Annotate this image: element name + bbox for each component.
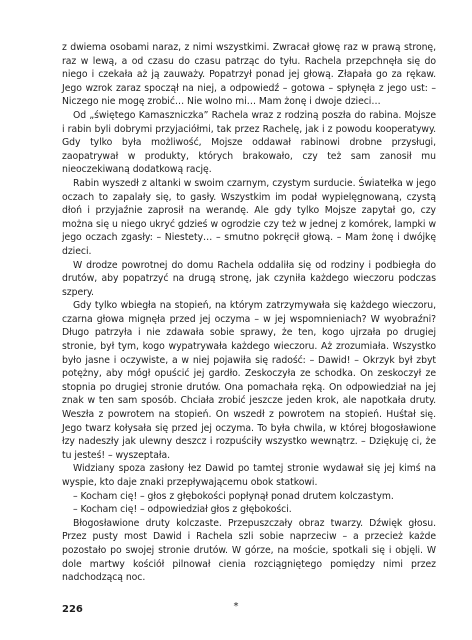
paragraph: – Kocham cię! – odpowiedział głos z głębokości. (73, 504, 292, 516)
paragraph: Błogosławione druty kolczaste. Przepuszczały obraz twarzy. Dźwięk głosu. Przez pusty most Dawid i Rachela szli sobie naprzeciw – a przecież każde pozostało po swojej stronie drutów. W górze, na moście, spotkali się i objęli. W dole martwy kościół pilnował cienia rozciągniętego pomiędzy nimi przez nadchodzącą noc. (62, 517, 436, 584)
paragraph: Widziany spoza zasłony łez Dawid po tamtej stronie wydawał się jej kimś na wyspie, kto daje znaki przepływającemu obok statkowi. (62, 463, 436, 488)
body-text (62, 41, 436, 585)
paragraph: – Kocham cię! – głos z głębokości popłynął ponad drutem kolczastym. (73, 490, 394, 502)
paragraph: Rabin wyszedł z altanki w swoim czarnym, czystym surducie. Światełka w jego oczach to zapalały się, to gasły. Wszystkim im podał wypielęgnowaną, czystą dłoń i przyjaźnie zaprosił na werandę. Ale gdy tylko Mojsze zapytał go, czy można się u niego ukryć gdzieś w ogrodzie czy też w jednej z komórek, lampki w jego oczach zgasły: – Niestety… – smutno pokręcił głową. – Mam żonę i dwójkę dzieci. (62, 177, 436, 257)
paragraph: Od „świętego Kamasznic​zka” Rachela wraz z rodziną poszła do rabina. Mojsze i rabin byli dobrymi przyjaciółmi, tak przez Rachelę, jak i z powodu kooperatywy. Gdy tylko była możliwość, Mojsze oddawał rabinowi drobne przysługi, zaopatrywał w produkty, których brakowało, czy też sam zanosił mu nieoczekiwaną dodatkową rację. (62, 109, 436, 176)
paragraph: Gdy tylko wbiegła na stopień, na którym zatrzymywała się każdego wieczoru, czarna głowa mignęła przed jej oczyma – w jej wspomnieniach? W wyobraźni? Długo patrzyła i nie zdawała sobie sprawy, że ten, kogo ujrzała po drugiej stronie, był tym, kogo wypatrywała każdego wieczoru. Aż zrozumiała. Wszystko było jasne i oczywiste, a w niej pojawiła się radość: – Dawid! – Okrzyk był zbyt potężny, aby mógł opuścić jej gardło. Zeskoczyła ze schodka. On zeskoczył ze stopnia po drugiej stronie drutów. Ona pomachała ręką. On odpowiedział na jej znak w ten sam sposób. Chciała zrobić jeszcze jeden krok, ale napotkała druty. Weszła z powrotem na stopień. On wszedł z powrotem na stopień. Huśtał się. Jego twarz kołysała się przed jej oczyma. To była chwila, w której błogosławione łzy nadeszły jak ulewny deszcz i rozpuściły wszystko wewnątrz. – Dziękuję ci, że tu jesteś! – wyszeptała. (62, 300, 436, 461)
footer-ornament: * (233, 601, 239, 612)
paragraph: z dwiema osobami naraz, z nimi wszystkimi. Zwracał głowę raz w prawą stronę, raz w lewą, a od czasu do czasu patrząc do tyłu. Rachela przepchnęła się do niego i czekała aż ją zauważy. Popatrzył ponad jej głową. Złapała go za rękaw. Jego wzrok zaraz spoczął na niej, a odpowiedź – gotowa – spłynęła z jego ust: – Niczego nie mogę zrobić… Nie wolno mi… Mam żonę i dwoje dzieci… (62, 42, 436, 108)
page-number: 226 (62, 604, 83, 615)
paragraph: W drodze powrotnej do domu Rachela oddaliła się od rodziny i podbiegła do drutów, aby popatrzyć na drugą stronę, jak czyniła każdego wieczoru podczas szpery. (62, 259, 436, 298)
